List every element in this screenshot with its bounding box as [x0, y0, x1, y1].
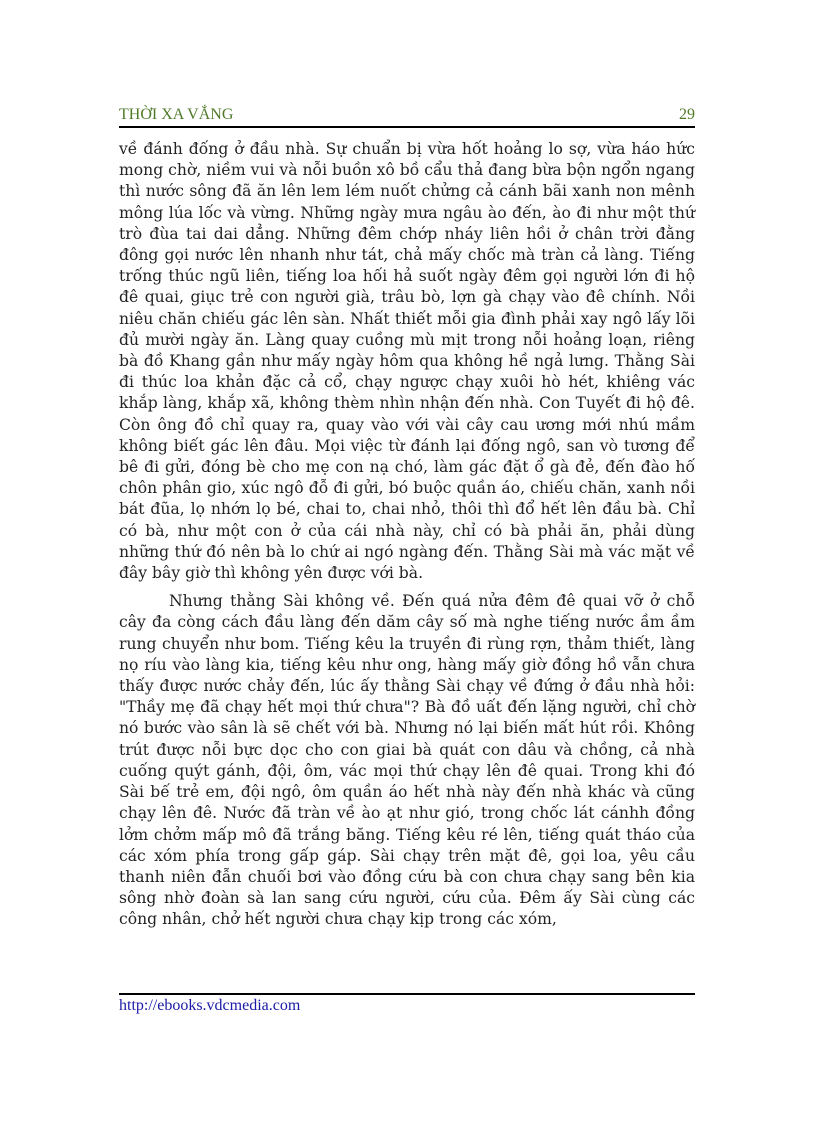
paragraph: Nhưng thằng Sài không về. Đến quá nửa đêm đê quai vỡ ở chỗ cây đa còng cách đầu làng đến dăm cây số mà nghe tiếng nước ầm ầm rung chuyển như bom. Tiếng kêu la truyền đi rùng rợn, thảm thiết, làng nọ ríu vào làng kia, tiếng kêu như ong, hàng mấy giờ đồng hồ vẫn chưa thấy được nước chảy đến, lúc ấy thằng Sài chạy về đứng ở đầu nhà hỏi: "Thầy mẹ đã chạy hết mọi thứ chưa"? Bà đồ uất đến lặng người, chỉ chờ nó bước vào sân là sẽ chết với bà. Nhưng nó lại biến mất hút rồi. Không trút được nỗi bực dọc cho con giai bà quát con dâu và chồng, cả nhà cuống quýt gánh, đội, ôm, vác mọi thứ chạy lên đê quai. Trong khi đó Sài bế trẻ em, đội ngô, ôm quần áo hết nhà này đến nhà khác và cũng chạy lên đê. Nước đã tràn về ào ạt như gió, trong chốc lát cánhh đồng lởm chởm mấp mô đã trắng băng. Tiếng kêu ré lên, tiếng quát tháo của các xóm phía trong gấp gáp. Sài chạy trên mặt đê, gọi loa, yêu cầu thanh niên đẫn chuối bơi vào đồng cứu bà con chưa chạy sang bên kia sông nhờ đoàn sà lan sang cứu người, cứu của. Đêm ấy Sài cùng các công nhân, chở hết người chưa chạy kịp trong các xóm,	[119, 592, 695, 929]
page-header	[119, 102, 695, 124]
footer-divider	[119, 993, 695, 995]
footer-link[interactable]: http://ebooks.vdcmedia.com	[119, 997, 301, 1014]
paragraph: về đánh đống ở đầu nhà. Sự chuẩn bị vừa hốt hoảng lo sợ, vừa háo hức mong chờ, niềm vui và nỗi buồn xô bồ cẩu thả đang bừa bộn ngổn ngang thì nước sông đã ăn lên lem lém nuốt chửng cả cánh bãi xanh non mênh mông lúa lốc và vừng. Những ngày mưa ngâu ào đến, ào đi như một thứ trò đùa tai dai dẳng. Những đêm chớp nháy liên hồi ở chân trời đằng đông gọi nước lên nhanh như tát, chả mấy chốc mà tràn cả làng. Tiếng trống thúc ngũ liên, tiếng loa hối hả suốt ngày đêm gọi người lớn đi hộ đê quai, giục trẻ con người già, trâu bò, lợn gà chạy vào đê chính. Nồi niêu chăn chiếu gác lên sàn. Nhất thiết mỗi gia đình phải xay ngô lấy lõi đủ mười ngày ăn. Làng quay cuồng mù mịt trong nỗi hoảng loạn, riêng bà đồ Khang gần như mấy ngày hôm qua không hề ngả lưng. Thằng Sài đi thúc loa khản đặc cả cổ, chạy ngược chạy xuôi hò hét, khiêng vác khắp làng, khắp xã, không thèm nhìn nhận đến nhà. Con Tuyết đi hộ đê. Còn ông đồ chỉ quay ra, quay vào với vài cây cau ương mới nhú mầm không biết gác lên đâu. Mọi việc từ đánh lại đống ngô, san vò tương để bê đi gửi, đóng bè cho mẹ con nạ chó, làm gác đặt ổ gà đẻ, đến đào hố chôn phân gio, xúc ngô đỗ đi gửi, bó buộc quần áo, chiếu chăn, xanh nồi bát đũa, lọ nhớn lọ bé, chai to, chai nhỏ, thôi thì đổ hết lên đầu bà. Chỉ có bà, như một con ở của cái nhà này, chỉ có bà phải ăn, phải dùng những thứ đó nên bà lo chứ ai ngó ngàng đến. Thằng Sài mà vác mặt về đây bây giờ thì không yên được với bà.	[119, 140, 695, 583]
header-divider	[119, 126, 695, 128]
page-body	[119, 139, 695, 931]
book-title: THỜI XA VẮNG	[119, 106, 234, 123]
page-number: 29	[679, 106, 695, 123]
